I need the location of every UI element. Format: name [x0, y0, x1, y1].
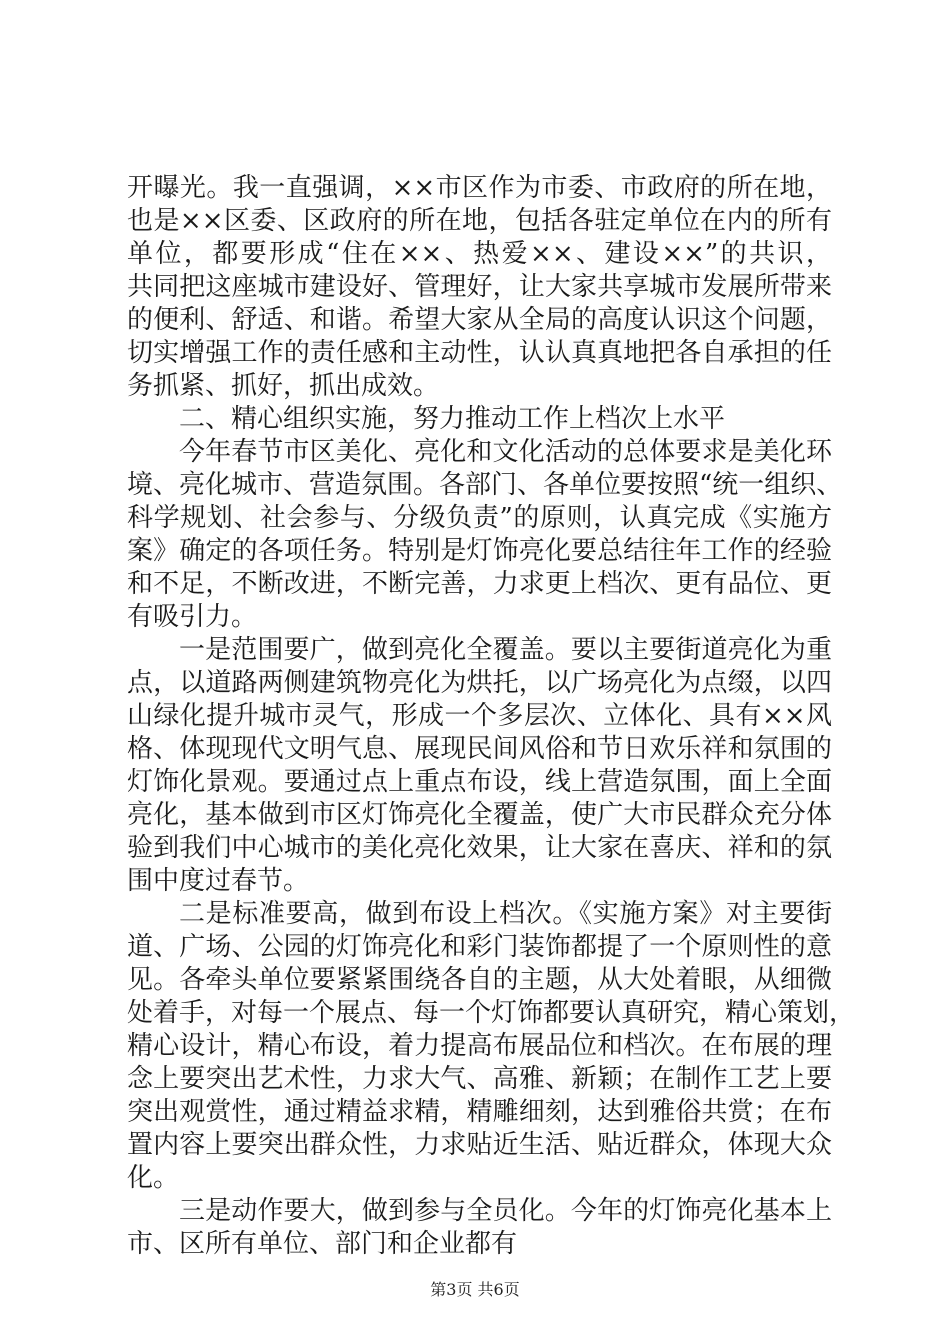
text-line: 验到我们中心城市的美化亮化效果，让大家在喜庆、祥和的氛 — [127, 833, 832, 863]
page-footer: 第3页 共6页 — [430, 1280, 520, 1299]
text-line: 也是××区委、区政府的所在地，包括各驻定单位在内的所有 — [127, 206, 832, 236]
text-line: 二、精心组织实施，努力推动工作上档次上水平 — [179, 404, 726, 434]
document-body — [127, 172, 856, 1261]
text-line: 格、体现现代文明气息、展现民间风俗和节日欢乐祥和氛围的 — [127, 734, 832, 764]
text-line: 精心设计，精心布设，着力提高布展品位和档次。在布展的理 — [127, 1031, 832, 1061]
text-line: 一是范围要广，做到亮化全覆盖。要以主要街道亮化为重 — [179, 635, 832, 665]
text-line: 置内容上要突出群众性，力求贴近生活、贴近群众，体现大众 — [127, 1130, 832, 1160]
text-line: 有吸引力。 — [127, 602, 258, 632]
text-line: 切实增强工作的责任感和主动性，认认真真地把各自承担的任 — [127, 338, 832, 368]
text-line: 处着手，对每一个展点、每一个灯饰都要认真研究，精心策划， — [127, 998, 856, 1028]
text-line: 山绿化提升城市灵气，形成一个多层次、立体化、具有××风 — [127, 701, 832, 731]
text-line: 案》确定的各项任务。特别是灯饰亮化要总结往年工作的经验 — [127, 536, 832, 566]
text-line: 化。 — [127, 1163, 180, 1193]
text-line: 道、广场、公园的灯饰亮化和彩门装饰都提了一个原则性的意 — [127, 932, 832, 962]
text-line: 今年春节市区美化、亮化和文化活动的总体要求是美化环 — [179, 437, 832, 467]
text-line: 念上要突出艺术性，力求大气、高雅、新颖；在制作工艺上要 — [127, 1064, 832, 1094]
text-line: 市、区所有单位、部门和企业都有 — [127, 1229, 518, 1259]
text-line: 和不足，不断改进，不断完善，力求更上档次、更有品位、更 — [127, 569, 832, 599]
text-line: 亮化，基本做到市区灯饰亮化全覆盖，使广大市民群众充分体 — [127, 800, 832, 830]
text-line: 的便利、舒适、和谐。希望大家从全局的高度认识这个问题， — [127, 305, 832, 335]
text-line: 科学规划、社会参与、分级负责”的原则，认真完成《实施方 — [127, 503, 832, 533]
text-line: 突出观赏性，通过精益求精，精雕细刻，达到雅俗共赏；在布 — [127, 1097, 832, 1127]
text-line: 见。各牵头单位要紧紧围绕各自的主题，从大处着眼，从细微 — [127, 965, 832, 995]
text-line: 围中度过春节。 — [127, 866, 310, 896]
text-line: 单位，都要形成“住在××、热爱××、建设××”的共识， — [127, 239, 832, 269]
text-line: 开曝光。我一直强调，××市区作为市委、市政府的所在地， — [127, 173, 832, 203]
text-line: 共同把这座城市建设好、管理好，让大家共享城市发展所带来 — [127, 272, 832, 302]
text-line: 务抓紧、抓好，抓出成效。 — [127, 371, 440, 401]
text-line: 灯饰化景观。要通过点上重点布设，线上营造氛围，面上全面 — [127, 767, 832, 797]
text-line: 三是动作要大，做到参与全员化。今年的灯饰亮化基本上 — [179, 1196, 832, 1226]
text-line: 境、亮化城市、营造氛围。各部门、各单位要按照“统一组织、 — [127, 470, 843, 500]
text-line: 点，以道路两侧建筑物亮化为烘托，以广场亮化为点缀，以四 — [127, 668, 832, 698]
text-line: 二是标准要高，做到布设上档次。《实施方案》对主要街 — [179, 899, 832, 929]
